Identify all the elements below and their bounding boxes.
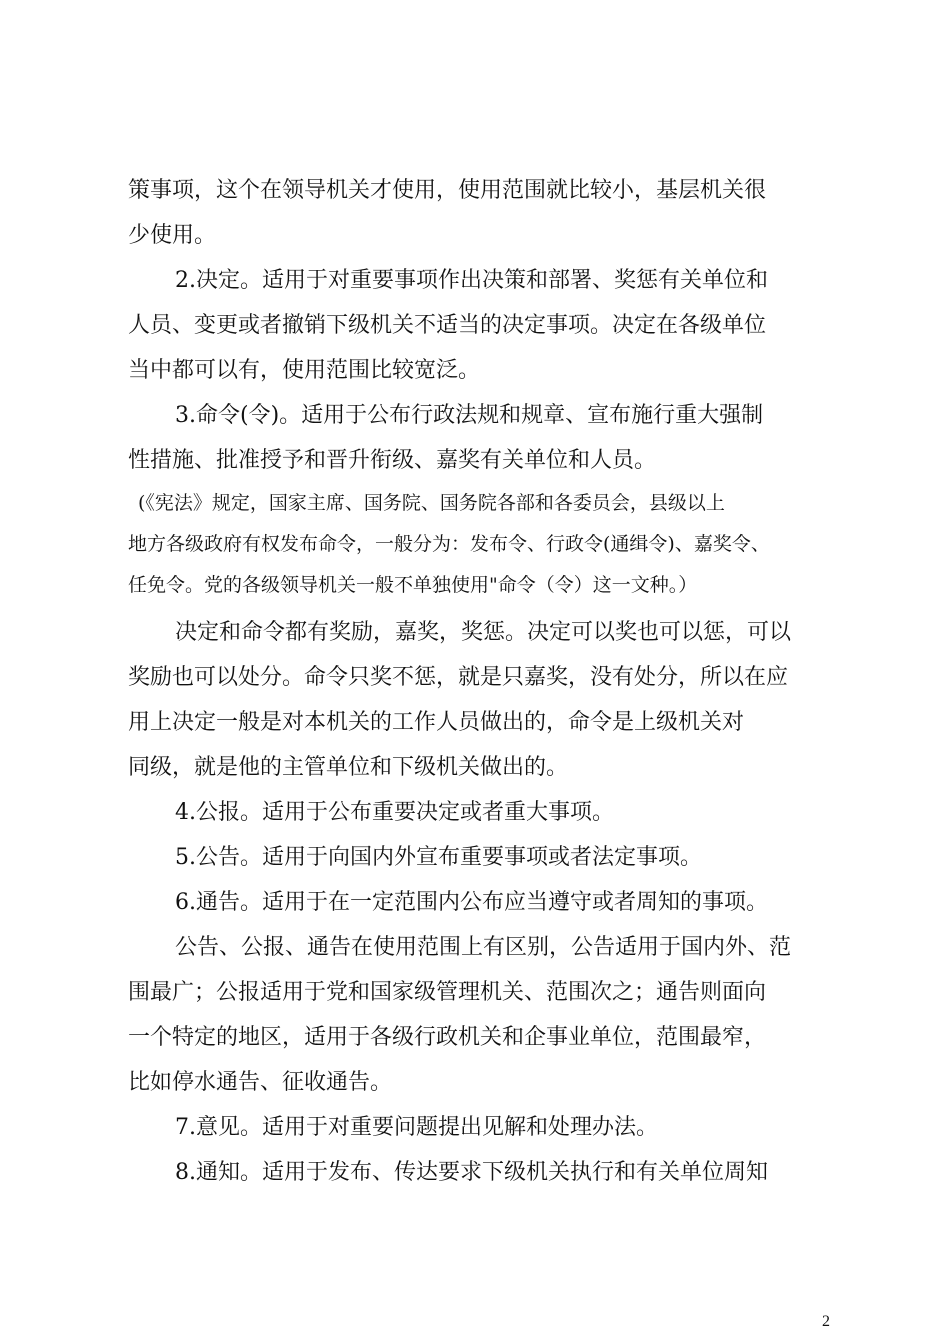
text-line: 3.命令(令)。适用于公布行政法规和规章、宣布施行重大强制 <box>175 403 764 428</box>
text-line: 同级，就是他的主管单位和下级机关做出的。 <box>128 755 569 780</box>
text-line: 2.决定。适用于对重要事项作出决策和部署、奖惩有关单位和 <box>175 268 768 293</box>
text-line: 4.公报。适用于公布重要决定或者重大事项。 <box>175 800 614 825</box>
note-line: 任免令。党的各级领导机关一般不单独使用"命令（令）这一文种。） <box>128 574 698 596</box>
text-line: 少使用。 <box>128 223 217 248</box>
text-line: 人员、变更或者撤销下级机关不适当的决定事项。决定在各级单位 <box>128 313 767 338</box>
text-line: 6.通告。适用于在一定范围内公布应当遵守或者周知的事项。 <box>175 890 768 915</box>
text-line: 围最广；公报适用于党和国家级管理机关、范围次之；通告则面向 <box>128 980 767 1005</box>
text-line: 公告、公报、通告在使用范围上有区别，公告适用于国内外、范 <box>175 935 792 960</box>
text-line: 7.意见。适用于对重要问题提出见解和处理办法。 <box>175 1115 658 1140</box>
page-number: 2 <box>822 1313 830 1330</box>
text-line: 比如停水通告、征收通告。 <box>128 1070 393 1095</box>
text-line: 策事项，这个在领导机关才使用，使用范围就比较小，基层机关很 <box>128 178 767 203</box>
text-line: 一个特定的地区，适用于各级行政机关和企事业单位，范围最窄， <box>128 1025 767 1050</box>
note-line: (《宪法》规定，国家主席、国务院、国务院各部和各委员会，县级以上 <box>138 492 725 514</box>
text-line: 8.通知。适用于发布、传达要求下级机关执行和有关单位周知 <box>175 1160 768 1185</box>
text-line: 用上决定一般是对本机关的工作人员做出的，命令是上级机关对 <box>128 710 745 735</box>
note-line: 地方各级政府有权发布命令，一般分为：发布令、行政令(通缉令)、嘉奖令、 <box>128 533 770 555</box>
text-line: 奖励也可以处分。命令只奖不惩，就是只嘉奖，没有处分，所以在应 <box>128 665 789 690</box>
text-line: 决定和命令都有奖励，嘉奖，奖惩。决定可以奖也可以惩，可以 <box>175 620 792 645</box>
text-line: 5.公告。适用于向国内外宣布重要事项或者法定事项。 <box>175 845 702 870</box>
text-line: 当中都可以有，使用范围比较宽泛。 <box>128 358 481 383</box>
text-line: 性措施、批准授予和晋升衔级、嘉奖有关单位和人员。 <box>128 448 657 473</box>
